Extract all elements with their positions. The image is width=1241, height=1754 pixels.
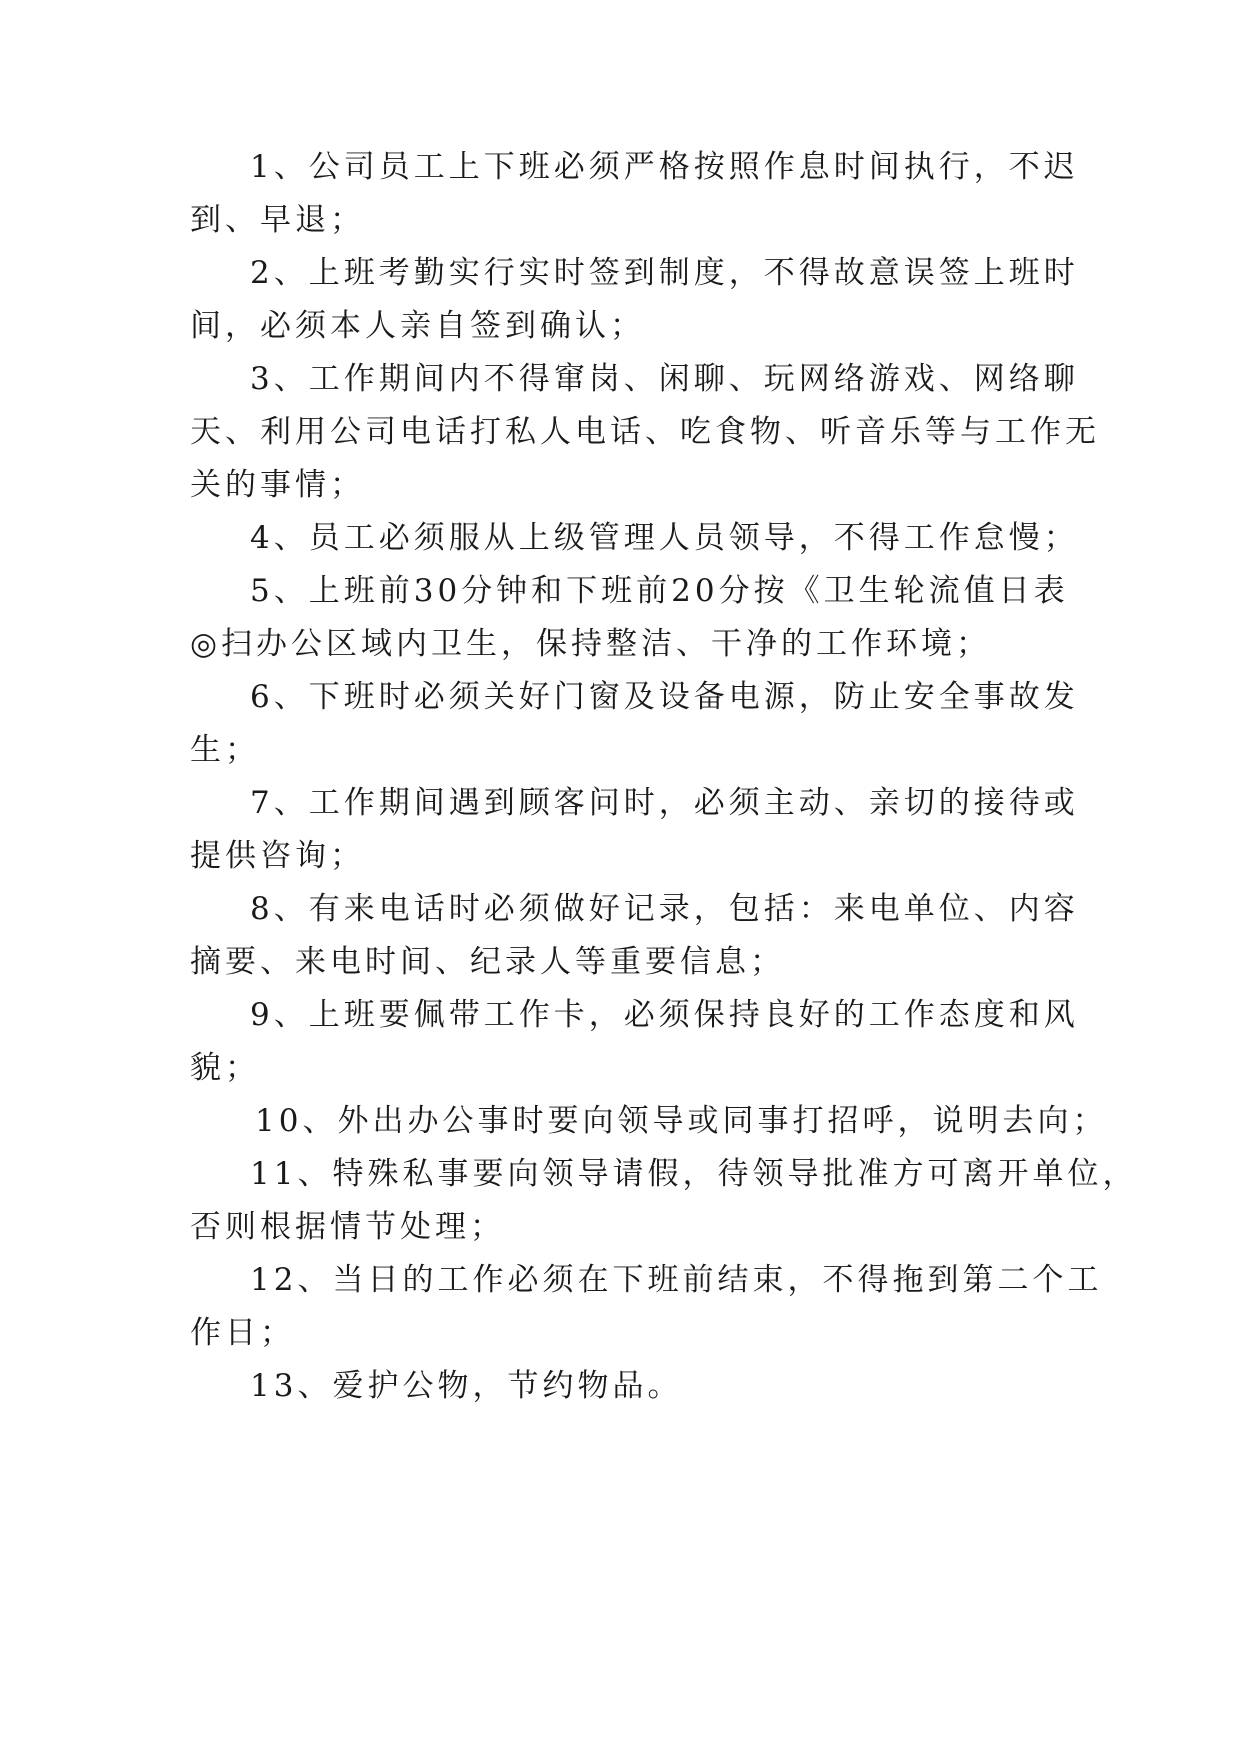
rule-item-13-line-1: 13、爱护公物，节约物品。	[250, 1368, 683, 1404]
rule-item-8-line-2: 摘要、来电时间、纪录人等重要信息；	[190, 944, 785, 980]
rule-item-2-line-1: 2、上班考勤实行实时签到制度，不得故意误签上班时	[250, 255, 1079, 291]
rule-item-7-line-2: 提供咨询；	[190, 838, 365, 874]
rule-item-8-line-1: 8、有来电话时必须做好记录，包括：来电单位、内容	[250, 891, 1079, 927]
rule-item-3-line-1: 3、工作期间内不得窜岗、闲聊、玩网络游戏、网络聊	[250, 361, 1079, 397]
rule-item-11-line-1: 11、特殊私事要向领导请假，待领导批准方可离开单位，	[250, 1156, 1138, 1192]
rule-item-2-line-2: 间，必须本人亲自签到确认；	[190, 308, 645, 344]
rule-item-1-line-2: 到、早退；	[190, 202, 365, 238]
rule-item-3-line-3: 关的事情；	[190, 467, 365, 503]
rule-item-9-line-2: 貌；	[190, 1050, 260, 1086]
rule-item-6-line-2: 生；	[190, 732, 260, 768]
rule-item-10-line-1: 10、外出办公事时要向领导或同事打招呼，说明去向；	[255, 1103, 1108, 1139]
rule-item-12-line-1: 12、当日的工作必须在下班前结束，不得拖到第二个工	[250, 1262, 1103, 1298]
rule-item-1-line-1: 1、公司员工上下班必须严格按照作息时间执行，不迟	[250, 149, 1079, 185]
rule-item-4-line-1: 4、员工必须服从上级管理人员领导，不得工作怠慢；	[250, 520, 1079, 556]
rule-item-6-line-1: 6、下班时必须关好门窗及设备电源，防止安全事故发	[250, 679, 1079, 715]
rule-item-3-line-2: 天、利用公司电话打私人电话、吃食物、听音乐等与工作无	[190, 414, 1100, 450]
rule-item-9-line-1: 9、上班要佩带工作卡，必须保持良好的工作态度和风	[250, 997, 1079, 1033]
rule-item-11-line-2: 否则根据情节处理；	[190, 1209, 505, 1245]
rule-item-5-line-2: ◎扫办公区域内卫生，保持整洁、干净的工作环境；	[190, 626, 992, 662]
rule-item-5-line-1: 5、上班前30分钟和下班前20分按《卫生轮流值日表	[250, 573, 1069, 609]
rule-item-12-line-2: 作日；	[190, 1315, 295, 1351]
rule-item-7-line-1: 7、工作期间遇到顾客问时，必须主动、亲切的接待或	[250, 785, 1079, 821]
